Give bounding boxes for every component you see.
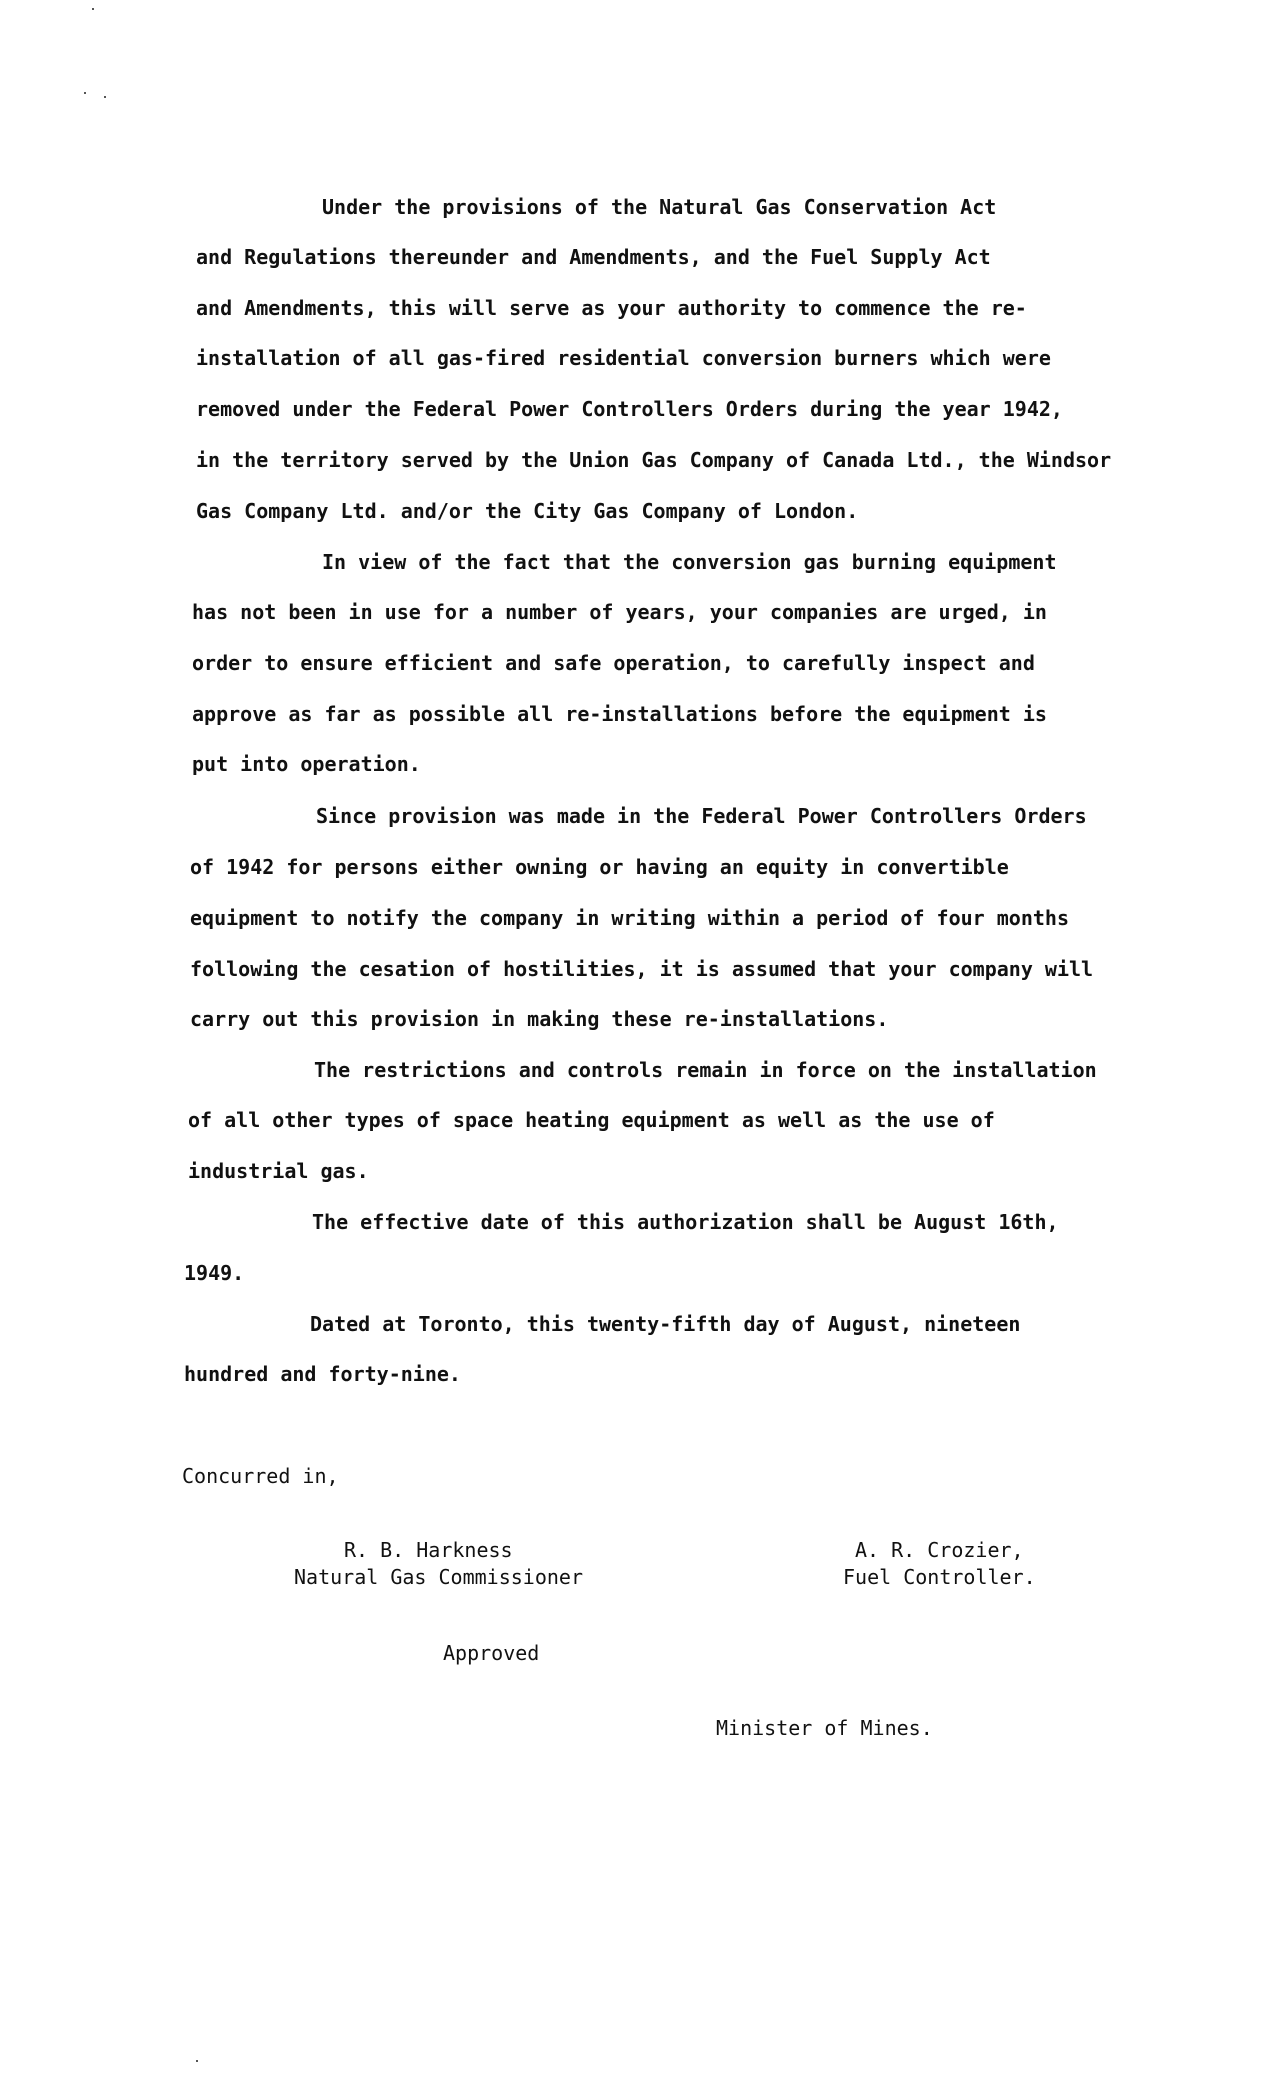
body-line: equipment to notify the company in writing within a period of four months bbox=[190, 906, 1069, 930]
body-line: removed under the Federal Power Controllers Orders during the year 1942, bbox=[196, 397, 1063, 421]
body-line: In view of the fact that the conversion gas burning equipment bbox=[322, 550, 1057, 574]
body-line: hundred and forty-nine. bbox=[184, 1362, 461, 1386]
body-line: has not been in use for a number of years, your companies are urged, in bbox=[192, 600, 1047, 624]
body-line: of all other types of space heating equipment as well as the use of bbox=[188, 1108, 995, 1132]
body-line: Under the provisions of the Natural Gas Conservation Act bbox=[322, 195, 997, 219]
body-line: installation of all gas-fired residential conversion burners which were bbox=[196, 346, 1051, 370]
scan-speck bbox=[84, 92, 86, 94]
body-line: Since provision was made in the Federal Power Controllers Orders bbox=[316, 804, 1087, 828]
body-line: 1949. bbox=[184, 1261, 245, 1285]
body-line: order to ensure efficient and safe operation, to carefully inspect and bbox=[192, 651, 1035, 675]
body-line: following the cesation of hostilities, it is assumed that your company will bbox=[190, 957, 1094, 981]
body-line: and Regulations thereunder and Amendments, and the Fuel Supply Act bbox=[196, 245, 991, 269]
body-line: of 1942 for persons either owning or having an equity in convertible bbox=[190, 855, 1009, 879]
concurred-label: Concurred in, bbox=[182, 1464, 339, 1488]
body-line: Gas Company Ltd. and/or the City Gas Company of London. bbox=[196, 499, 859, 523]
signatory-right-title: Fuel Controller. bbox=[843, 1565, 1036, 1589]
body-line: The restrictions and controls remain in force on the installation bbox=[314, 1058, 1097, 1082]
body-line: put into operation. bbox=[192, 752, 421, 776]
signatory-left-title: Natural Gas Commissioner bbox=[294, 1565, 583, 1589]
signatory-right-name: A. R. Crozier, bbox=[855, 1538, 1024, 1562]
body-line: carry out this provision in making these re-installations. bbox=[190, 1007, 889, 1031]
body-line: and Amendments, this will serve as your authority to commence the re- bbox=[196, 296, 1027, 320]
scan-speck bbox=[92, 8, 94, 10]
signatory-left-name: R. B. Harkness bbox=[344, 1538, 513, 1562]
body-line: approve as far as possible all re-installations before the equipment is bbox=[192, 702, 1047, 726]
body-line: industrial gas. bbox=[188, 1159, 369, 1183]
approved-label: Approved bbox=[443, 1641, 540, 1665]
scan-speck bbox=[196, 2060, 198, 2062]
scan-speck bbox=[104, 96, 106, 98]
body-line: in the territory served by the Union Gas Company of Canada Ltd., the Windsor bbox=[196, 448, 1112, 472]
body-line: The effective date of this authorization shall be August 16th, bbox=[312, 1210, 1059, 1234]
minister-title: Minister of Mines. bbox=[716, 1716, 933, 1740]
body-line: Dated at Toronto, this twenty-fifth day of August, nineteen bbox=[310, 1312, 1021, 1336]
